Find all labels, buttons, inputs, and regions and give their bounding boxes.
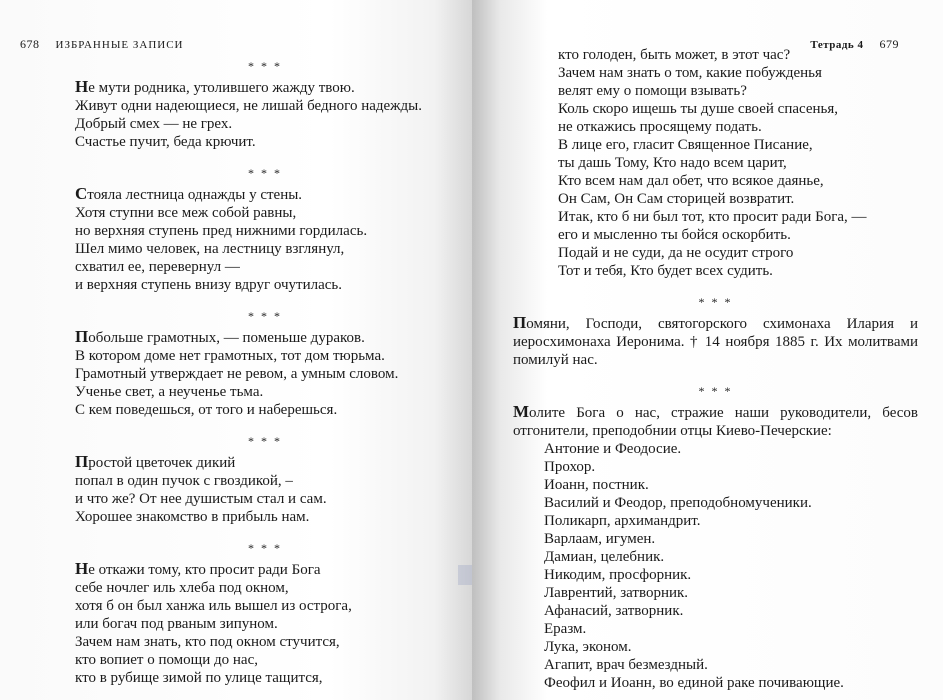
poem-line: Добрый смех — не грех. xyxy=(75,116,233,132)
poem-line: или богач под рваным зипуном. xyxy=(75,616,278,632)
drop-cap: П xyxy=(75,327,89,346)
poem-line: себе ночлег иль хлеба под окном, xyxy=(75,580,289,596)
section-separator: * * * xyxy=(248,434,282,448)
poem xyxy=(75,540,455,687)
poem-line: Итак, кто б ни был тот, кто просит ради Бога, — xyxy=(558,209,867,225)
poem-line: и что же? От нее душистым стал и сам. xyxy=(75,491,327,507)
poem-line: Живут одни надеющиеся, не лишай бедного надежды. xyxy=(75,98,423,114)
right-page-number: 679 xyxy=(879,37,899,51)
poem-line: Побольше грамотных, — поменьше дураков. xyxy=(75,327,365,346)
left-page-text xyxy=(75,58,455,687)
poem xyxy=(75,433,455,526)
poem-line: Простой цветочек дикий xyxy=(75,452,236,471)
section-separator: * * * xyxy=(698,295,733,309)
commemoration xyxy=(513,294,918,369)
poem-line: Не мути родника, утолившего жажду твою. xyxy=(75,77,355,96)
right-page-text xyxy=(513,46,918,692)
poem-line: Зачем нам знать о том, какие побужденья xyxy=(558,65,822,81)
poem xyxy=(75,58,455,151)
poem-line: не откажись просящему подать. xyxy=(558,119,762,135)
poem-line: Он Сам, Он Сам сторицей возвратит. xyxy=(558,191,795,207)
saint-item: Варлаам, игумен. xyxy=(544,531,656,547)
poem-line: схватил ее, перевернул — xyxy=(75,259,240,275)
saint-item: Василий и Феодор, преподобномученики. xyxy=(544,495,812,511)
drop-cap: М xyxy=(513,402,530,421)
poem-line: Коль скоро ищешь ты душе своей спасенья, xyxy=(558,101,839,117)
poem-line: Зачем нам знать, кто под окном стучится, xyxy=(75,634,340,650)
saint-item: Лука, эконом. xyxy=(544,639,632,655)
bleed-through-mark xyxy=(458,565,472,585)
drop-cap: П xyxy=(75,452,89,471)
saint-item: Лаврентий, затворник. xyxy=(544,585,689,601)
poem-line: Счастье пучит, беда крючит. xyxy=(75,134,256,150)
poem-line: Не откажи тому, кто просит ради Бога xyxy=(75,559,321,578)
poem-line: Ученье свет, а неученье тьма. xyxy=(75,384,264,400)
right-page xyxy=(472,0,943,700)
poem-line: В лице его, гласит Священное Писание, xyxy=(558,137,813,153)
saint-item: Феофил и Иоанн, во единой раке почивающие. xyxy=(544,675,844,691)
poem xyxy=(75,308,455,419)
section-separator: * * * xyxy=(248,541,282,555)
poem-continuation xyxy=(513,46,918,280)
saint-item: Дамиан, целебник. xyxy=(544,549,665,565)
poem-line: его и мысленно ты бойся оскорбить. xyxy=(558,227,791,243)
poem-line: Хорошее знакомство в прибыль нам. xyxy=(75,509,310,525)
poem-line: велят ему о помощи взывать? xyxy=(558,83,747,99)
poem-line: В котором доме нет грамотных, тот дом тюрьма. xyxy=(75,348,385,364)
section-separator: * * * xyxy=(248,166,282,180)
commemoration-text: Помяни, Господи, святогорского схимонаха Илария и иеросхимонаха Иеронима. † 14 ноября 1885 г. Их молитвами помилуй нас. xyxy=(513,313,918,368)
left-page-number: 678 xyxy=(20,37,40,51)
poem-line: С кем поведешься, от того и наберешься. xyxy=(75,402,338,418)
saint-item: Антоние и Феодосие. xyxy=(544,441,682,457)
poem-line: Кто всем нам дал обет, что всякое даянье, xyxy=(558,173,824,189)
saint-item: Поликарп, архимандрит. xyxy=(544,513,701,529)
right-running-title: Тетрадь 4 xyxy=(810,39,864,51)
poem xyxy=(75,165,455,294)
saint-item: Агапит, врач безмездный. xyxy=(544,657,708,673)
drop-cap: Н xyxy=(75,77,89,96)
left-running-title: ИЗБРАННЫЕ ЗАПИСИ xyxy=(55,39,184,51)
prayer-intro: Молите Бога о нас, стражие наши руководители, бесов отгонители, преподобнии отцы Киево-Печерские: xyxy=(513,402,918,439)
drop-cap: Н xyxy=(75,559,89,578)
drop-cap: С xyxy=(75,184,88,203)
section-separator: * * * xyxy=(248,309,282,323)
poem-line: и верхняя ступень внизу вдруг очутилась. xyxy=(75,277,342,293)
prayer xyxy=(513,383,918,692)
section-separator: * * * xyxy=(698,384,733,398)
section-separator: * * * xyxy=(248,59,282,73)
poem-line: Подай и не суди, да не осудит строго xyxy=(558,245,794,261)
poem-line: Хотя ступни все меж собой равны, xyxy=(75,205,297,221)
poem-line: Шел мимо человек, на лестницу взглянул, xyxy=(75,241,345,257)
drop-cap: П xyxy=(513,313,527,332)
poem-line: кто вопиет о помощи до нас, xyxy=(75,652,258,668)
poem-line: Грамотный утверждает не ревом, а умным словом. xyxy=(75,366,399,382)
poem-line: кто в рубище зимой по улице тащится, xyxy=(75,670,323,686)
saint-item: Никодим, просфорник. xyxy=(544,567,692,583)
saint-item: Прохор. xyxy=(544,459,596,475)
poem-line: попал в один пучок с гвоздикой, – xyxy=(75,473,293,489)
saint-item: Афанасий, затворник. xyxy=(544,603,684,619)
poem-line: Тот и тебя, Кто будет всех судить. xyxy=(558,263,773,279)
poem-line: Стояла лестница однажды у стены. xyxy=(75,184,303,203)
poem-line: хотя б он был ханжа иль вышел из острога, xyxy=(75,598,352,614)
saint-item: Иоанн, постник. xyxy=(544,477,649,493)
poem-line: но верхняя ступень пред нижними гордилась. xyxy=(75,223,368,239)
poem-line: ты дашь Тому, Кто надо всем царит, xyxy=(558,155,787,171)
poem-line: кто голоден, быть может, в этот час? xyxy=(558,47,791,63)
saint-item: Еразм. xyxy=(544,621,587,637)
left-running-header xyxy=(20,37,184,52)
